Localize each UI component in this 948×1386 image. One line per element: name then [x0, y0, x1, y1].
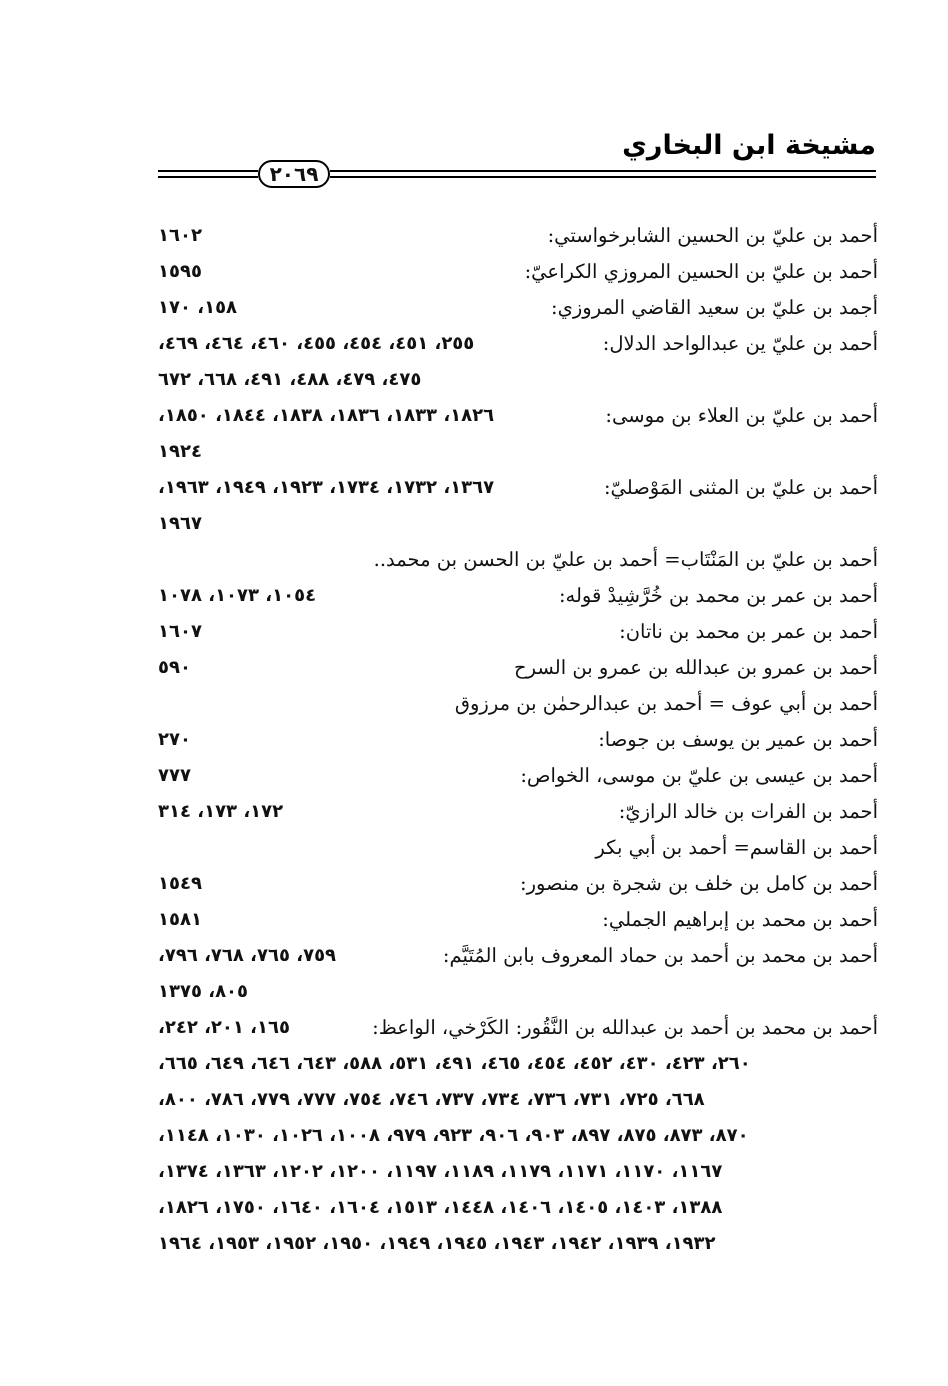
entry-name: أحمد بن عيسى بن عليّ بن موسى، الخواص: — [520, 764, 878, 787]
index-line — [158, 1046, 878, 1082]
index-line — [158, 974, 878, 1010]
index-line — [158, 542, 878, 578]
entry-name: أجمد بن عليّ بن سعيد القاضي المروزي: — [551, 296, 878, 319]
entry-page-refs: ٥٩٠ — [158, 657, 191, 678]
index-line — [158, 1118, 878, 1154]
index-line — [158, 1154, 878, 1190]
entry-page-refs: ٢٧٠ — [158, 729, 191, 750]
header-rule-left — [158, 170, 258, 178]
page-number: ٢٠٦٩ — [258, 160, 330, 188]
index-line — [158, 614, 878, 650]
index-line — [158, 650, 878, 686]
entry-page-refs: ١٦٠٢ — [158, 225, 202, 246]
index-line — [158, 686, 878, 722]
index-line — [158, 902, 878, 938]
entry-name: أحمد بن كامل بن خلف بن شجرة بن منصور: — [520, 872, 878, 895]
index-line — [158, 794, 878, 830]
index-line — [158, 578, 878, 614]
index-line — [158, 434, 878, 470]
entry-name: أحمد بن القاسم= أحمد بن أبي بكر — [595, 836, 878, 859]
entry-name: أحمد بن عليّ بن المَنْتَاب= أحمد بن عليّ بن الحسن بن محمد.. — [373, 548, 878, 571]
index-line — [158, 830, 878, 866]
entry-page-refs: ١٧٢، ١٧٣، ٣١٤ — [158, 801, 284, 822]
entry-name: أحمد بن عليّ بن المثنى المَوْصليّ: — [603, 476, 878, 499]
index-line — [158, 1190, 878, 1226]
entry-name: أحمد بن عمرو بن عبدالله بن عمرو بن السرح — [514, 656, 878, 679]
index-line — [158, 866, 878, 902]
entry-name: أحمد بن أبي عوف = أحمد بن عبدالرحمٰن بن مرزوق — [454, 692, 878, 715]
entry-name: أحمد بن عمر بن محمد بن ناتان: — [619, 620, 878, 643]
entry-page-refs: ١٣٦٧، ١٧٣٢، ١٧٣٤، ١٩٢٣، ١٩٤٩، ١٩٦٣، — [158, 477, 495, 498]
index-line — [158, 938, 878, 974]
index-line — [158, 326, 878, 362]
entry-page-refs: ١٥٨١ — [158, 909, 202, 930]
entry-name: أحمد بن عليّ بن العلاء بن موسى: — [605, 404, 878, 427]
entry-page-refs: ١٩٦٧ — [158, 513, 202, 534]
index-line — [158, 470, 878, 506]
index-line — [158, 1082, 878, 1118]
entry-page-refs: ٦٦٨، ٧٢٥، ٧٣١، ٧٣٦، ٧٣٤، ٧٣٧، ٧٤٦، ٧٥٤، ٧٧٧، ٧٧٩، ٧٨٦، ٨٠٠، — [158, 1089, 705, 1110]
entry-page-refs: ٢٥٥، ٤٥١، ٤٥٤، ٤٥٥، ٤٦٠، ٤٦٤، ٤٦٩، — [158, 333, 475, 354]
entry-page-refs: ١٠٥٤، ١٠٧٣، ١٠٧٨ — [158, 585, 317, 606]
entry-name: أحمد بن محمد بن أحمد بن حماد المعروف بابن المُتَيَّم: — [442, 944, 878, 967]
entry-page-refs: ١٣٨٨، ١٤٠٣، ١٤٠٥، ١٤٠٦، ١٤٤٨، ١٥١٣، ١٦٠٤، ١٦٤٠، ١٧٥٠، ١٨٢٦، — [158, 1197, 723, 1218]
entry-name: أحمد بن عمر بن محمد بن خُرَّشِيدْ قوله: — [558, 584, 878, 607]
entry-name: أحمد بن عليّ بن الحسين الشابرخواستي: — [547, 224, 878, 247]
entry-page-refs: ٨٠٥، ١٣٧٥ — [158, 981, 249, 1002]
entry-page-refs: ١٥٩٥ — [158, 261, 202, 282]
entry-name: أحمد بن محمد بن أحمد بن عبدالله بن النَّقُور: الكَرْخي، الواعظ: — [372, 1016, 878, 1039]
entry-name: أحمد بن عمير بن يوسف بن جوصا: — [598, 728, 878, 751]
index-entries — [158, 218, 878, 1262]
index-line — [158, 362, 878, 398]
index-line — [158, 758, 878, 794]
entry-name: أحمد بن الفرات بن خالد الرازيّ: — [618, 800, 878, 823]
entry-page-refs: ١٨٢٦، ١٨٣٣، ١٨٣٦، ١٨٣٨، ١٨٤٤، ١٨٥٠، — [158, 405, 495, 426]
entry-page-refs: ١١٦٧، ١١٧٠، ١١٧١، ١١٧٩، ١١٨٩، ١١٩٧، ١٢٠٠، ١٢٠٢، ١٣٦٣، ١٣٧٤، — [158, 1161, 723, 1182]
entry-page-refs: ١٦٥، ٢٠١، ٢٤٢، — [158, 1017, 290, 1038]
entry-page-refs: ٤٧٥، ٤٧٩، ٤٨٨، ٤٩١، ٦٦٨، ٦٧٢ — [158, 369, 422, 390]
running-header-title: مشيخة ابن البخاري — [622, 130, 876, 161]
entry-page-refs: ١٩٣٢، ١٩٣٩، ١٩٤٢، ١٩٤٣، ١٩٤٥، ١٩٤٩، ١٩٥٠، ١٩٥٢، ١٩٥٣، ١٩٦٤ — [158, 1233, 716, 1254]
index-line — [158, 254, 878, 290]
entry-name: أحمد بن محمد بن إبراهيم الجملي: — [602, 908, 878, 931]
entry-page-refs: ٧٥٩، ٧٦٥، ٧٦٨، ٧٩٦، — [158, 945, 337, 966]
entry-page-refs: ٧٧٧ — [158, 765, 191, 786]
entry-page-refs: ٨٧٠، ٨٧٣، ٨٧٥، ٨٩٧، ٩٠٣، ٩٠٦، ٩٢٣، ٩٧٩، ١٠٠٨، ١٠٢٦، ١٠٣٠، ١١٤٨، — [158, 1125, 749, 1146]
index-line — [158, 506, 878, 542]
entry-page-refs: ١٥٨، ١٧٠ — [158, 297, 238, 318]
index-line — [158, 722, 878, 758]
index-line — [158, 290, 878, 326]
header-rule-right — [330, 170, 876, 178]
entry-page-refs: ١٩٢٤ — [158, 441, 202, 462]
index-line — [158, 1226, 878, 1262]
entry-page-refs: ٢٦٠، ٤٢٣، ٤٣٠، ٤٥٢، ٤٥٤، ٤٦٥، ٤٩١، ٥٣١، ٥٨٨، ٦٤٣، ٦٤٦، ٦٤٩، ٦٦٥، — [158, 1053, 751, 1074]
index-line — [158, 218, 878, 254]
index-line — [158, 398, 878, 434]
entry-page-refs: ١٦٠٧ — [158, 621, 202, 642]
entry-page-refs: ١٥٤٩ — [158, 873, 202, 894]
index-line — [158, 1010, 878, 1046]
entry-name: أحمد بن عليّ ين عبدالواحد الدلال: — [602, 332, 878, 355]
entry-name: أحمد بن عليّ بن الحسين المروزي الكراعيّ: — [524, 260, 878, 283]
header-rule — [158, 160, 876, 190]
